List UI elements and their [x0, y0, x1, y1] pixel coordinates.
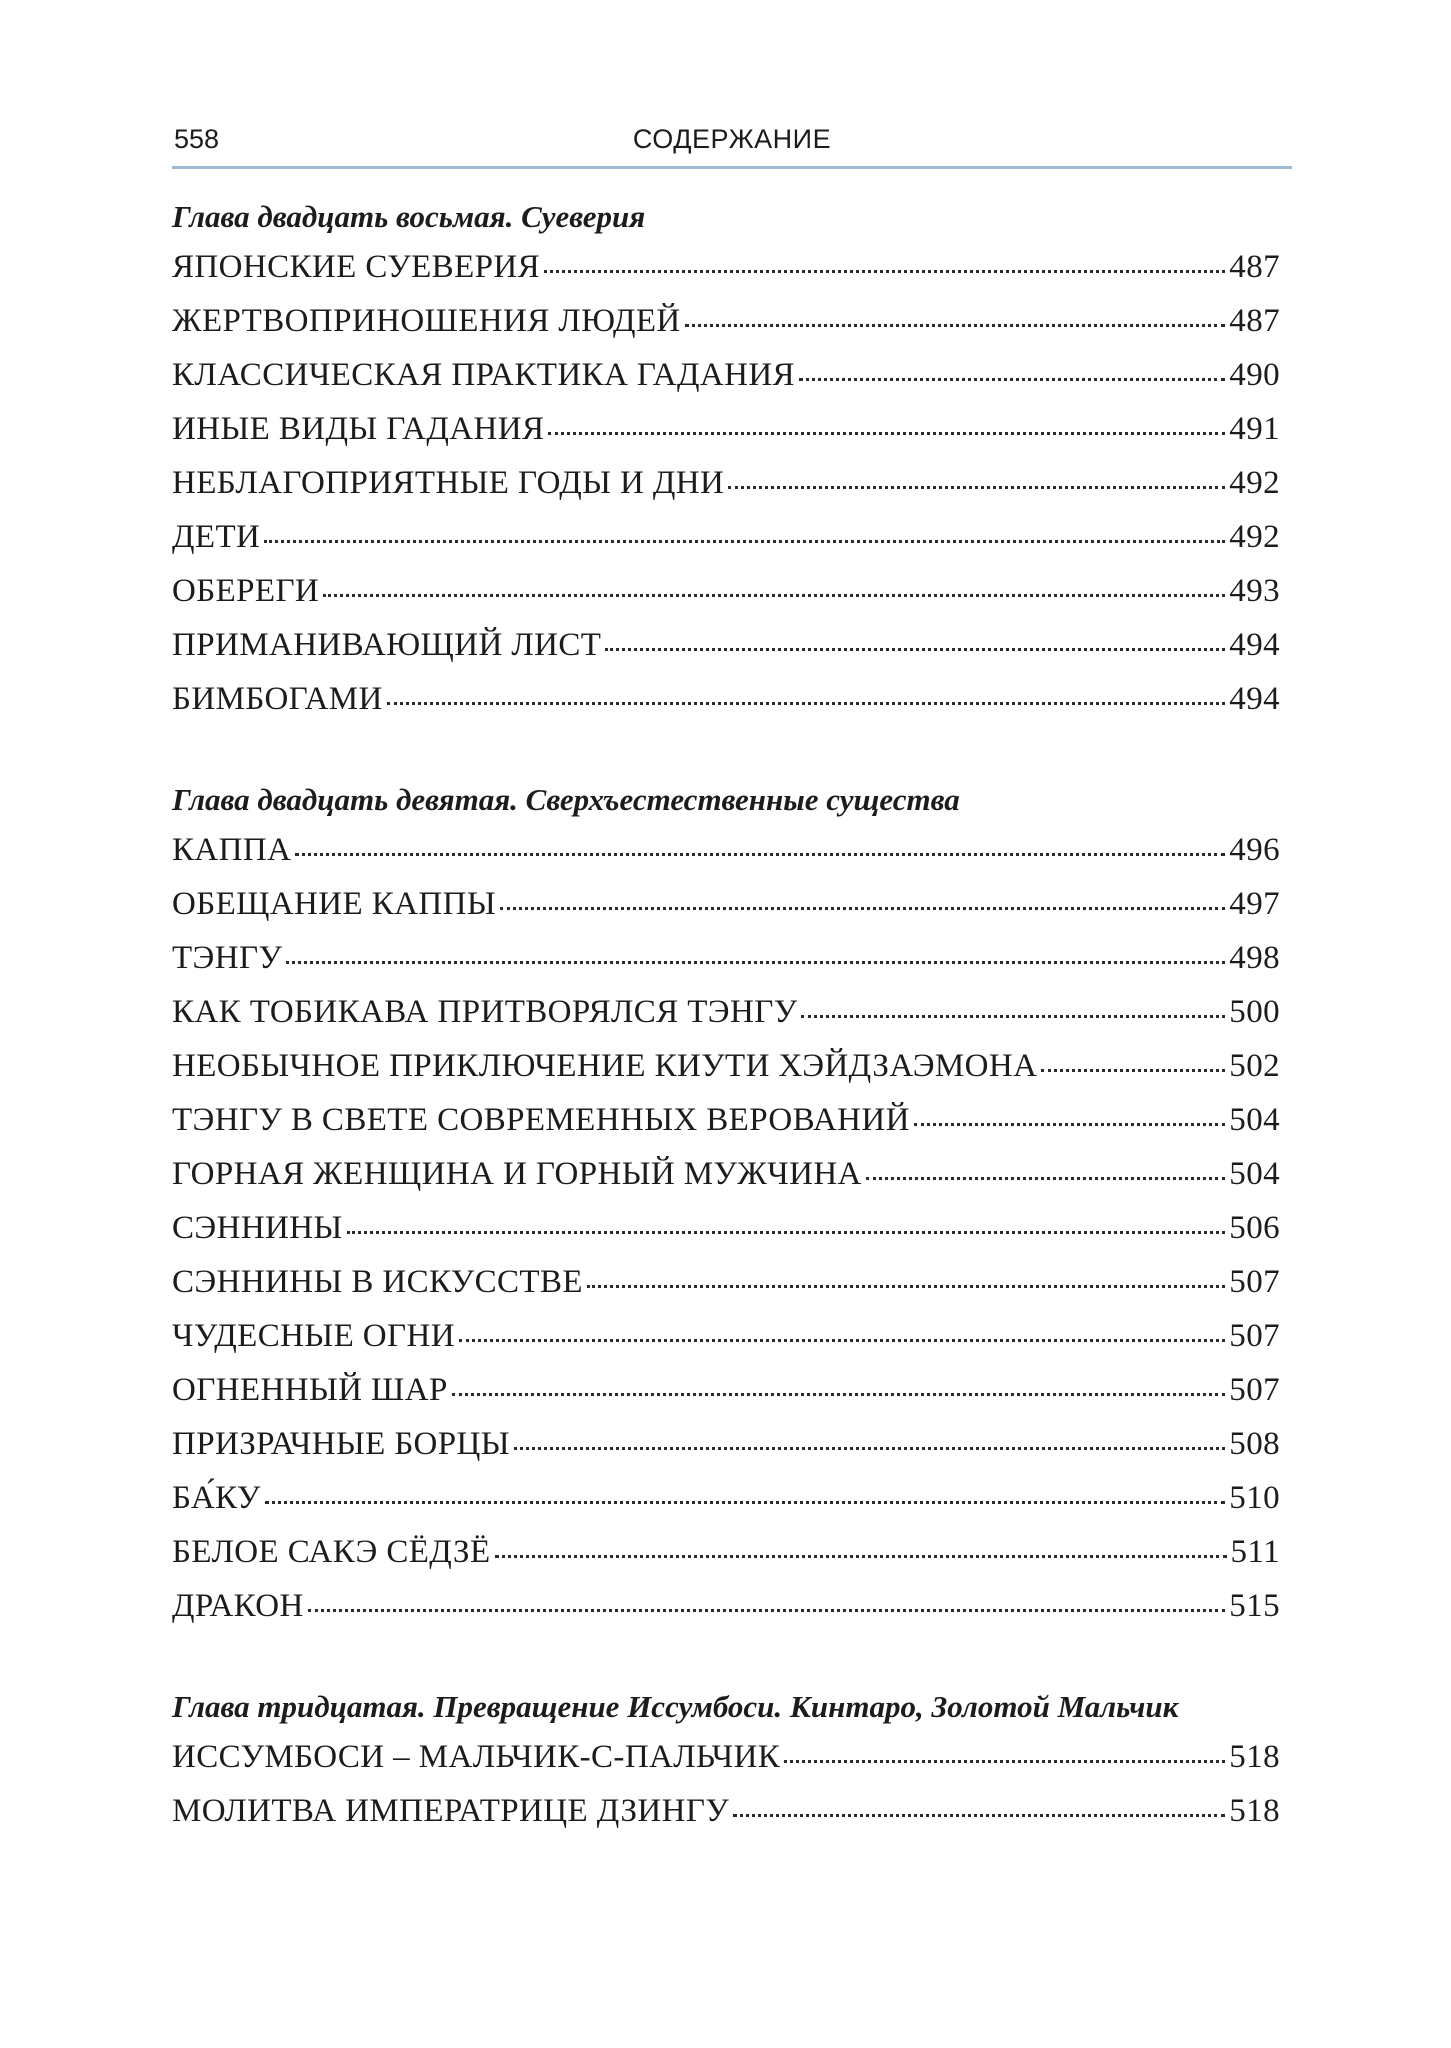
entry-title: КАППА	[172, 832, 292, 868]
toc-entry	[172, 1579, 1280, 1633]
entry-title: ПРИЗРАЧНЫЕ БОРЦЫ	[172, 1426, 510, 1462]
toc-entry	[172, 1039, 1280, 1093]
dot-leader	[264, 540, 1225, 543]
toc-entry	[172, 456, 1280, 510]
toc-entry	[172, 985, 1280, 1039]
entry-page-number: 507	[1229, 1264, 1280, 1300]
entry-title: ДЕТИ	[172, 519, 261, 555]
dot-leader	[548, 432, 1225, 435]
dot-leader	[587, 1285, 1225, 1288]
chapter-28	[172, 196, 1280, 726]
toc-entry	[172, 672, 1280, 726]
entry-page-number: 492	[1229, 465, 1280, 501]
toc-entry	[172, 1471, 1280, 1525]
toc-entry	[172, 1309, 1280, 1363]
entry-page-number: 511	[1230, 1534, 1280, 1570]
entry-page-number: 498	[1229, 940, 1280, 976]
dot-leader	[452, 1393, 1226, 1396]
toc-entry	[172, 348, 1280, 402]
chapter-29	[172, 779, 1280, 1633]
entry-title: ГОРНАЯ ЖЕНЩИНА И ГОРНЫЙ МУЖЧИНА	[172, 1156, 862, 1192]
entry-page-number: 515	[1229, 1588, 1280, 1624]
toc-entry	[172, 877, 1280, 931]
dot-leader	[514, 1447, 1225, 1450]
entry-title: БИМБОГАМИ	[172, 681, 383, 717]
chapter-30	[172, 1686, 1280, 1838]
entry-title: БЕЛОЕ САКЭ СЁДЗЁ	[172, 1534, 491, 1570]
entry-page-number: 504	[1229, 1102, 1280, 1138]
entry-title: ТЭНГУ В СВЕТЕ СОВРЕМЕННЫХ ВЕРОВАНИЙ	[172, 1102, 910, 1138]
entry-title: ЖЕРТВОПРИНОШЕНИЯ ЛЮДЕЙ	[172, 303, 681, 339]
chapter-title: Глава тридцатая. Превращение Иссумбоси. Кинтаро, Золотой Мальчик	[172, 1689, 1179, 1724]
entry-page-number: 507	[1229, 1372, 1280, 1408]
dot-leader	[799, 378, 1225, 381]
toc-entry	[172, 931, 1280, 985]
entry-title: СЭННИНЫ В ИСКУССТВЕ	[172, 1264, 583, 1300]
entry-page-number: 510	[1229, 1480, 1280, 1516]
toc-entry	[172, 1417, 1280, 1471]
dot-leader	[914, 1123, 1225, 1126]
dot-leader	[733, 1814, 1225, 1817]
toc-entry	[172, 564, 1280, 618]
dot-leader	[544, 270, 1225, 273]
toc-entry	[172, 1255, 1280, 1309]
running-title: СОДЕРЖАНИЕ	[632, 124, 832, 154]
dot-leader	[323, 594, 1225, 597]
entry-page-number: 507	[1229, 1318, 1280, 1354]
dot-leader	[605, 648, 1225, 651]
toc-entry	[172, 618, 1280, 672]
dot-leader	[685, 324, 1226, 327]
table-of-contents	[172, 196, 1280, 1838]
entry-page-number: 500	[1229, 994, 1280, 1030]
entry-title: ИССУМБОСИ – МАЛЬЧИК-С-ПАЛЬЧИК	[172, 1739, 781, 1775]
entry-page-number: 502	[1229, 1048, 1280, 1084]
header-rule	[172, 166, 1292, 169]
entry-page-number: 506	[1229, 1210, 1280, 1246]
chapter-title: Глава двадцать восьмая. Суеверия	[172, 199, 646, 234]
entry-title: ОГНЕННЫЙ ШАР	[172, 1372, 448, 1408]
entry-page-number: 493	[1229, 573, 1280, 609]
toc-entry	[172, 1093, 1280, 1147]
toc-entry	[172, 1147, 1280, 1201]
entry-page-number: 487	[1229, 249, 1280, 285]
entry-title: СЭННИНЫ	[172, 1210, 343, 1246]
toc-entry	[172, 510, 1280, 564]
toc-entry	[172, 1363, 1280, 1417]
dot-leader	[500, 907, 1225, 910]
dot-leader	[347, 1231, 1226, 1234]
entry-page-number: 490	[1229, 357, 1280, 393]
entry-title: ЧУДЕСНЫЕ ОГНИ	[172, 1318, 455, 1354]
toc-entry	[172, 240, 1280, 294]
entry-page-number: 494	[1229, 681, 1280, 717]
entry-title: ДРАКОН	[172, 1588, 304, 1624]
toc-entry	[172, 1201, 1280, 1255]
dot-leader	[387, 702, 1226, 705]
dot-leader	[866, 1177, 1226, 1180]
entry-page-number: 487	[1229, 303, 1280, 339]
entry-title: ТЭНГУ	[172, 940, 283, 976]
entry-page-number: 508	[1229, 1426, 1280, 1462]
entry-page-number: 491	[1229, 411, 1280, 447]
toc-entry	[172, 1730, 1280, 1784]
entry-title: КЛАССИЧЕСКАЯ ПРАКТИКА ГАДАНИЯ	[172, 357, 795, 393]
page-number: 558	[174, 124, 220, 154]
dot-leader	[801, 1015, 1225, 1018]
entry-page-number: 497	[1229, 886, 1280, 922]
entry-title: ОБЕРЕГИ	[172, 573, 320, 609]
toc-entry	[172, 294, 1280, 348]
entry-title: ИНЫЕ ВИДЫ ГАДАНИЯ	[172, 411, 545, 447]
page-header	[172, 116, 1292, 162]
entry-page-number: 518	[1229, 1793, 1280, 1829]
dot-leader	[459, 1339, 1225, 1342]
entry-page-number: 494	[1229, 627, 1280, 663]
entry-title: БА́КУ	[172, 1480, 261, 1516]
dot-leader	[1041, 1069, 1225, 1072]
dot-leader	[728, 486, 1225, 489]
dot-leader	[784, 1760, 1225, 1763]
entry-page-number: 496	[1229, 832, 1280, 868]
entry-title: НЕОБЫЧНОЕ ПРИКЛЮЧЕНИЕ КИУТИ ХЭЙДЗАЭМОНА	[172, 1048, 1038, 1084]
dot-leader	[295, 853, 1225, 856]
entry-title: ПРИМАНИВАЮЩИЙ ЛИСТ	[172, 627, 602, 663]
dot-leader	[265, 1501, 1226, 1504]
entry-title: НЕБЛАГОПРИЯТНЫЕ ГОДЫ И ДНИ	[172, 465, 725, 501]
toc-entry	[172, 1784, 1280, 1838]
dot-leader	[286, 961, 1225, 964]
toc-entry	[172, 1525, 1280, 1579]
entry-title: ЯПОНСКИЕ СУЕВЕРИЯ	[172, 249, 541, 285]
chapter-title: Глава двадцать девятая. Сверхъестественные существа	[172, 782, 960, 817]
entry-title: КАК ТОБИКАВА ПРИТВОРЯЛСЯ ТЭНГУ	[172, 994, 798, 1030]
entry-page-number: 504	[1229, 1156, 1280, 1192]
entry-title: ОБЕЩАНИЕ КАППЫ	[172, 886, 497, 922]
toc-entry	[172, 402, 1280, 456]
dot-leader	[495, 1555, 1227, 1558]
entry-title: МОЛИТВА ИМПЕРАТРИЦЕ ДЗИНГУ	[172, 1793, 730, 1829]
dot-leader	[308, 1609, 1226, 1612]
entry-page-number: 518	[1229, 1739, 1280, 1775]
entry-page-number: 492	[1229, 519, 1280, 555]
toc-entry	[172, 823, 1280, 877]
